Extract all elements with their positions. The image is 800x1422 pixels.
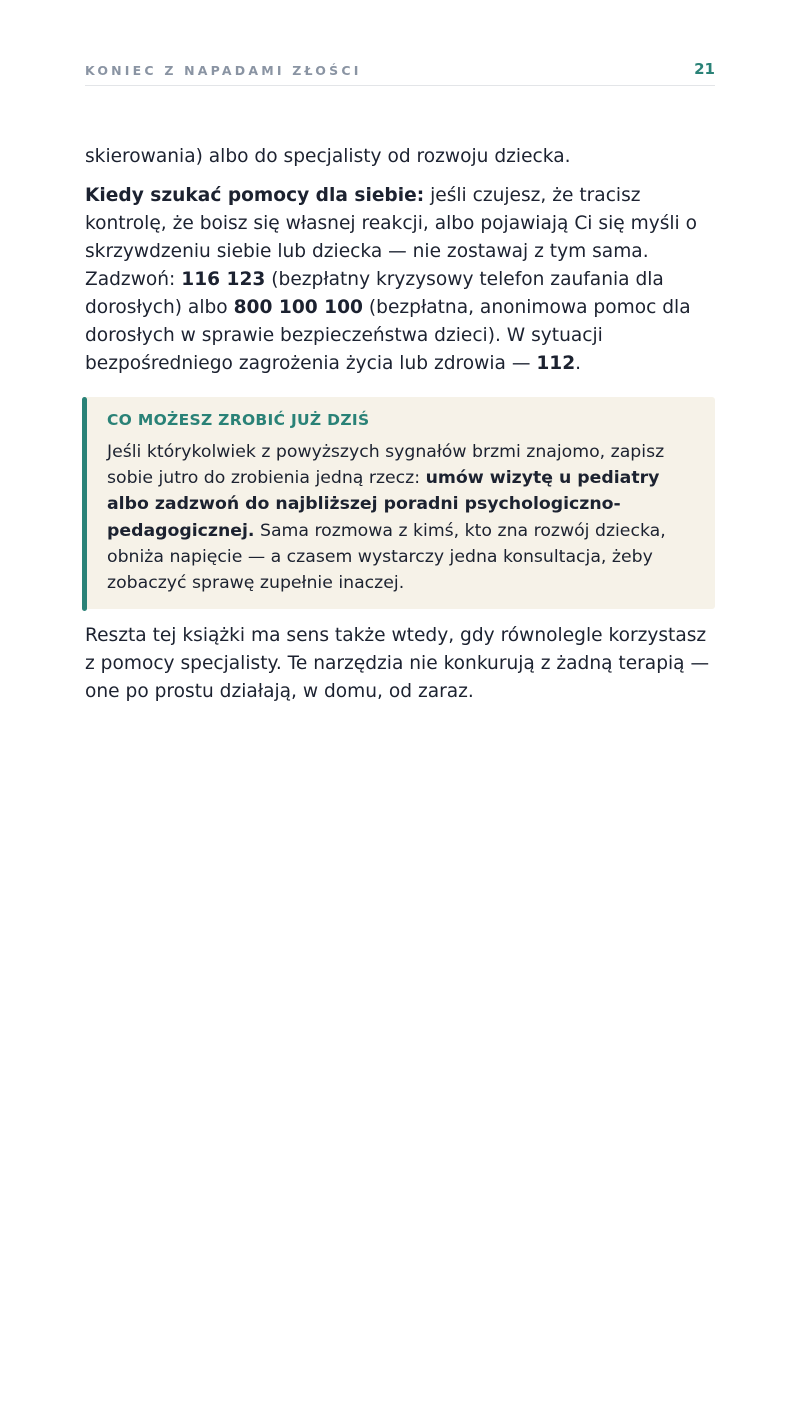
paragraph-closing bbox=[85, 622, 715, 706]
page-number: 21 bbox=[694, 60, 715, 78]
paragraph-text: skierowania) albo do specjalisty od rozwoju dziecka. bbox=[85, 146, 571, 167]
paragraph-lead: Kiedy szukać pomocy dla siebie: bbox=[85, 185, 425, 206]
callout-box bbox=[82, 397, 715, 609]
running-header bbox=[85, 60, 715, 86]
phone-number-emergency: 112 bbox=[536, 353, 576, 374]
paragraph-text: (bezpłatna, anonimowa pomoc dla dorosłych w sprawie bezpieczeństwa dzieci). W sytuacji bezpośredniego zagrożenia życia lub zdrowia — bbox=[85, 297, 691, 374]
callout-text: Sama rozmowa z kimś, kto zna rozwój dziecka, obniża napięcie — a czasem wystarczy jedna konsultacja, żeby zobaczyć sprawę zupełnie inaczej. bbox=[107, 520, 666, 594]
paragraph-text: (bezpłatny kryzysowy telefon zaufania dla dorosłych) albo bbox=[85, 269, 664, 318]
paragraph-text: . bbox=[575, 353, 582, 374]
running-title: KONIEC Z NAPADAMI ZŁOŚCI bbox=[85, 63, 362, 78]
paragraph-text: jeśli czujesz, że tracisz kontrolę, że boisz się własnej reakcji, albo pojawiają Ci się myśli o skrzywdzeniu siebie lub dziecka — nie zostawaj z tym sama. Zadzwoń: bbox=[85, 185, 698, 290]
paragraph-text: Reszta tej książki ma sens także wtedy, gdy równolegle korzystasz z pomocy specjalisty. Te narzędzia nie konkurują z żadną terapią — one po prostu działają, w domu, od zaraz. bbox=[85, 625, 710, 702]
paragraph-help-for-yourself bbox=[85, 182, 715, 378]
callout-text: Jeśli którykolwiek z powyższych sygnałów brzmi znajomo, zapisz sobie jutro do zrobienia jedną rzecz: bbox=[107, 442, 665, 489]
callout-body bbox=[107, 439, 697, 596]
callout-emphasis: umów wizytę u pediatry albo zadzwoń do najbliższej poradni psychologiczno-pedagogicznej. bbox=[107, 468, 660, 541]
callout-title: CO MOŻESZ ZROBIĆ JUŻ DZIŚ bbox=[107, 411, 370, 429]
callout-accent-bar bbox=[82, 397, 87, 611]
phone-number-crisis: 116 123 bbox=[181, 269, 266, 290]
paragraph-continuation bbox=[85, 143, 715, 171]
phone-number-child-safety: 800 100 100 bbox=[233, 297, 363, 318]
